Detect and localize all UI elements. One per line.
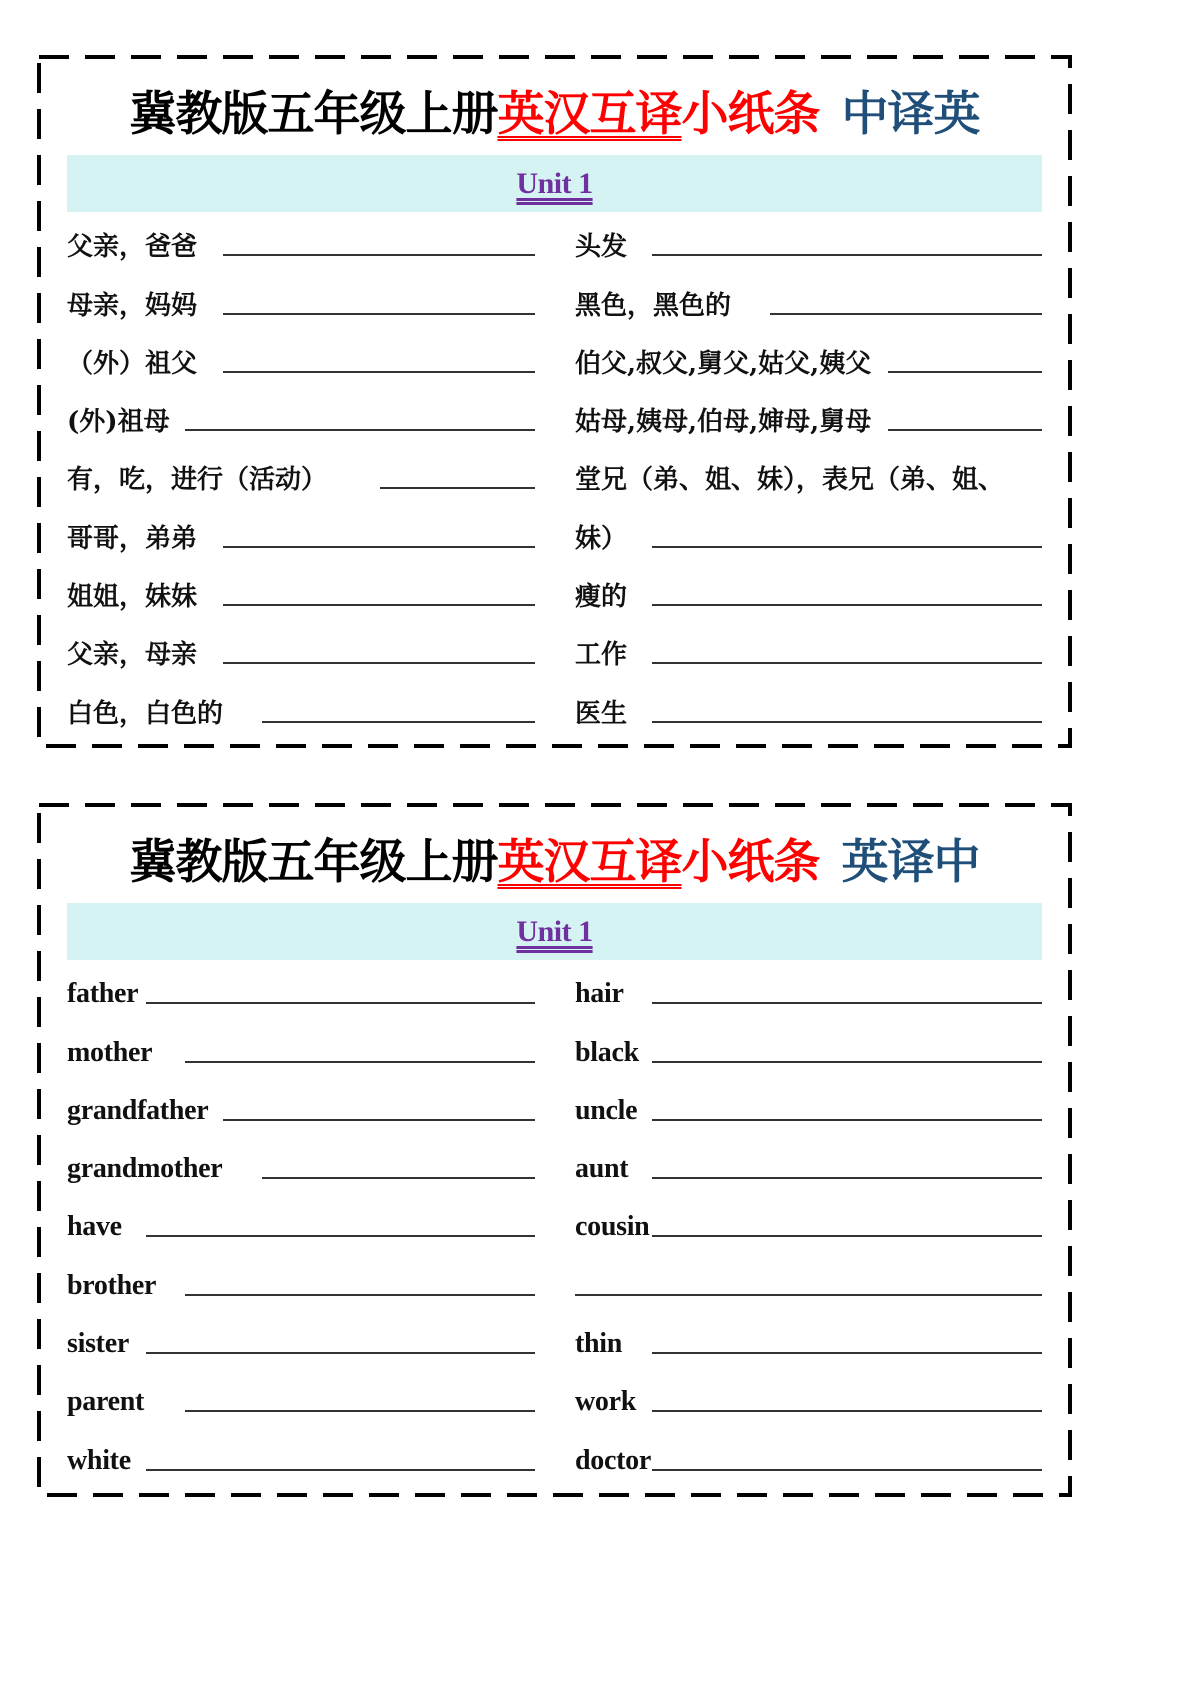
vocab-term: brother <box>67 1269 157 1301</box>
title-direction: 英译中 <box>841 835 980 890</box>
unit-band <box>67 155 1042 212</box>
answer-blank[interactable] <box>770 313 1042 315</box>
answer-blank[interactable] <box>652 604 1042 606</box>
answer-blank[interactable] <box>223 662 535 664</box>
vocab-term: （外）祖父 <box>67 348 198 379</box>
answer-blank[interactable] <box>652 1177 1042 1179</box>
title-red-underlined: 英汉互译 <box>497 87 682 142</box>
vocab-row <box>67 1426 535 1484</box>
vocab-row <box>575 1193 1042 1251</box>
vocab-row <box>575 503 1042 561</box>
answer-blank[interactable] <box>185 1410 535 1412</box>
answer-blank[interactable] <box>575 1294 1042 1296</box>
answer-blank[interactable] <box>185 1294 535 1296</box>
vocab-row <box>575 212 1042 270</box>
unit-label: Unit 1 <box>516 166 593 200</box>
vocab-term: black <box>575 1036 639 1068</box>
answer-blank[interactable] <box>652 721 1042 723</box>
vocab-term: 头发 <box>575 232 628 263</box>
vocab-row <box>575 1135 1042 1193</box>
vocab-term: thin <box>575 1328 623 1360</box>
vocab-term: 姑母,姨母,伯母,婶母,舅母 <box>575 407 872 438</box>
vocab-term: white <box>67 1444 131 1476</box>
answer-blank[interactable] <box>380 487 535 489</box>
vocab-row <box>575 387 1042 445</box>
answer-blank[interactable] <box>262 721 535 723</box>
vocab-row <box>67 445 535 503</box>
vocab-row <box>67 1077 535 1135</box>
answer-blank[interactable] <box>185 1061 535 1063</box>
vocab-term: 白色，白色的 <box>67 698 224 729</box>
answer-blank[interactable] <box>652 1352 1042 1354</box>
answer-blank[interactable] <box>146 1352 535 1354</box>
card-title <box>37 77 1072 144</box>
answer-blank[interactable] <box>146 1235 535 1237</box>
answer-blank[interactable] <box>146 1002 535 1004</box>
answer-blank[interactable] <box>223 604 535 606</box>
vocab-row <box>67 1251 535 1309</box>
vocab-term: 母亲，妈妈 <box>67 290 198 321</box>
vocab-row <box>67 1135 535 1193</box>
answer-blank[interactable] <box>652 546 1042 548</box>
vocab-row <box>67 503 535 561</box>
vocab-term: doctor <box>575 1444 651 1476</box>
vocab-row <box>575 1018 1042 1076</box>
card-cn-to-en <box>37 55 1072 748</box>
answer-blank[interactable] <box>888 371 1042 373</box>
unit-label: Unit 1 <box>516 914 593 948</box>
answer-blank[interactable] <box>223 1119 535 1121</box>
answer-blank[interactable] <box>652 1002 1042 1004</box>
answer-blank[interactable] <box>146 1469 535 1471</box>
answer-blank[interactable] <box>223 254 535 256</box>
title-direction: 中译英 <box>841 87 980 142</box>
vocab-term: 黑色，黑色的 <box>575 290 732 321</box>
answer-blank[interactable] <box>652 1410 1042 1412</box>
title-black: 冀教版五年级上册 <box>129 835 498 890</box>
answer-blank[interactable] <box>652 254 1042 256</box>
unit-band <box>67 903 1042 960</box>
vocab-row <box>67 329 535 387</box>
vocab-row <box>67 387 535 445</box>
vocab-term: grandmother <box>67 1153 223 1185</box>
answer-blank[interactable] <box>652 1119 1042 1121</box>
right-column <box>575 960 1042 1485</box>
card-title <box>37 825 1072 892</box>
vocab-row <box>67 270 535 328</box>
vocab-term: sister <box>67 1328 129 1360</box>
vocab-term: 工作 <box>575 640 628 671</box>
vocab-term: work <box>575 1386 637 1418</box>
title-red: 小纸条 <box>681 87 820 142</box>
vocab-term: uncle <box>575 1094 638 1126</box>
answer-blank[interactable] <box>888 429 1042 431</box>
title-red: 小纸条 <box>681 835 820 890</box>
vocab-term: hair <box>575 978 624 1010</box>
vocab-row <box>67 1193 535 1251</box>
vocab-row <box>575 562 1042 620</box>
vocab-term: grandfather <box>67 1094 209 1126</box>
vocab-row <box>575 445 1042 503</box>
vocab-term: 父亲，母亲 <box>67 640 198 671</box>
answer-blank[interactable] <box>652 1061 1042 1063</box>
vocab-row <box>575 620 1042 678</box>
title-black: 冀教版五年级上册 <box>129 87 498 142</box>
answer-blank[interactable] <box>652 662 1042 664</box>
answer-blank[interactable] <box>223 546 535 548</box>
vocab-row <box>67 620 535 678</box>
title-red-underlined: 英汉互译 <box>497 835 682 890</box>
vocab-row <box>67 678 535 736</box>
vocab-row <box>575 678 1042 736</box>
vocab-term: parent <box>67 1386 145 1418</box>
vocab-term: 父亲，爸爸 <box>67 232 198 263</box>
vocab-term: have <box>67 1211 122 1243</box>
answer-blank[interactable] <box>262 1177 535 1179</box>
vocab-row <box>67 960 535 1018</box>
vocab-term: (外)祖母 <box>67 407 170 438</box>
answer-blank[interactable] <box>223 313 535 315</box>
answer-blank[interactable] <box>223 371 535 373</box>
vocab-term: 姐姐，妹妹 <box>67 582 198 613</box>
vocab-row <box>575 960 1042 1018</box>
left-column <box>67 960 535 1485</box>
vocab-row <box>67 562 535 620</box>
card-en-to-cn <box>37 803 1072 1497</box>
vocab-term: cousin <box>575 1211 650 1243</box>
vocab-term: 有，吃，进行（活动） <box>67 465 328 496</box>
answer-blank[interactable] <box>185 429 535 431</box>
vocab-row <box>575 1310 1042 1368</box>
vocab-row <box>575 1426 1042 1484</box>
vocab-row <box>575 329 1042 387</box>
vocab-term: 瘦的 <box>575 582 628 613</box>
answer-blank[interactable] <box>652 1235 1042 1237</box>
vocab-term: 医生 <box>575 698 628 729</box>
vocab-term: aunt <box>575 1153 629 1185</box>
vocab-term: 哥哥，弟弟 <box>67 523 198 554</box>
vocab-row <box>67 212 535 270</box>
vocab-term: 伯父,叔父,舅父,姑父,姨父 <box>575 348 872 379</box>
vocab-row <box>67 1368 535 1426</box>
right-column <box>575 212 1042 737</box>
vocab-row <box>67 1018 535 1076</box>
vocab-term: 堂兄（弟、姐、妹），表兄（弟、姐、 <box>575 465 1005 496</box>
vocab-row <box>67 1310 535 1368</box>
vocab-term: mother <box>67 1036 153 1068</box>
answer-blank[interactable] <box>652 1469 1042 1471</box>
vocab-row <box>575 1077 1042 1135</box>
vocab-row <box>575 270 1042 328</box>
vocab-term: 妹） <box>575 523 628 554</box>
vocab-row <box>575 1368 1042 1426</box>
vocab-term: father <box>67 978 139 1010</box>
vocab-row <box>575 1251 1042 1309</box>
left-column <box>67 212 535 737</box>
